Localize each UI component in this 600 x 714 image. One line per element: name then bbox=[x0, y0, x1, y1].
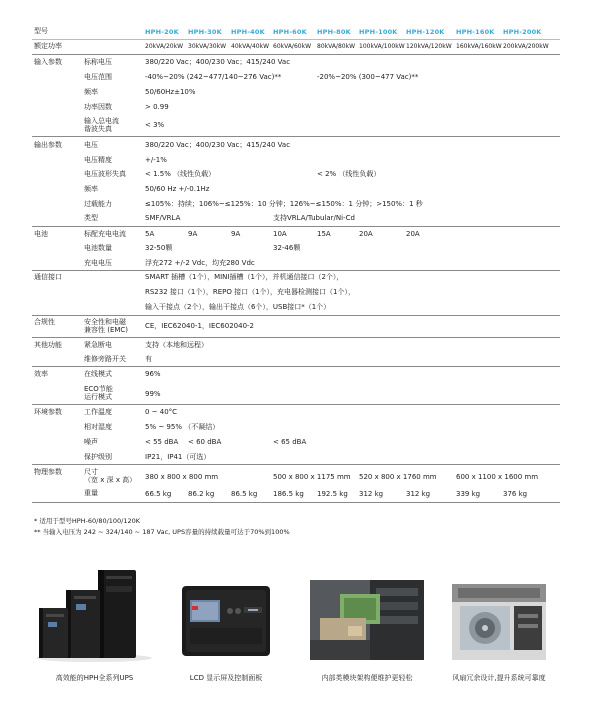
model-header: HPH-20K bbox=[145, 28, 179, 36]
rating-cell: 100kVA/100kW bbox=[359, 43, 405, 50]
row-label: 噪声 bbox=[84, 438, 98, 446]
photo-caption: 风扇冗余设计,提升系统可靠度 bbox=[452, 674, 546, 682]
output-voltage: 380/220 Vac；400/230 Vac；415/240 Vac bbox=[145, 141, 291, 149]
rating-cell: 80kVA/80kW bbox=[317, 43, 355, 50]
weight-cell: 86.2 kg bbox=[188, 490, 215, 498]
input-range-b: -20%~20% (300~477 Vac)** bbox=[317, 73, 419, 81]
model-header: HPH-60K bbox=[273, 28, 307, 36]
dims-cell: 380 x 800 x 800 mm bbox=[145, 473, 219, 481]
model-label: 型号 bbox=[34, 27, 48, 35]
section-battery: 电池 bbox=[34, 230, 48, 238]
row-label: 安全性和电磁 兼容性 (EMC) bbox=[84, 318, 129, 334]
battery-current: 10A bbox=[273, 230, 287, 238]
section-compliance: 合规性 bbox=[34, 318, 55, 326]
weight-cell: 376 kg bbox=[503, 490, 528, 498]
output-type-a: SMF/VRLA bbox=[145, 214, 181, 222]
input-frequency: 50/60Hz±10% bbox=[145, 88, 196, 96]
rating-cell: 160kVA/160kW bbox=[456, 43, 502, 50]
output-type-b: 支持VRLA/Tubular/Ni-Cd bbox=[273, 214, 355, 222]
rating-cell: 30kVA/30kW bbox=[188, 43, 226, 50]
weight-cell: 66.5 kg bbox=[145, 490, 172, 498]
env-noise-c: < 65 dBA bbox=[273, 438, 307, 446]
battery-current: 20A bbox=[406, 230, 420, 238]
row-label: 功率因数 bbox=[84, 103, 112, 111]
efficiency-eco: 99% bbox=[145, 390, 161, 398]
efficiency-online: 96% bbox=[145, 370, 161, 378]
row-label: 充电电压 bbox=[84, 259, 112, 267]
battery-current: 20A bbox=[359, 230, 373, 238]
rating-cell: 20kVA/20kW bbox=[145, 43, 183, 50]
weight-cell: 339 kg bbox=[456, 490, 481, 498]
comm-line: RS232 接口（1个），REPO 接口（1个），充电器检测接口（1个）， bbox=[145, 288, 355, 296]
section-comm: 通信接口 bbox=[34, 273, 62, 281]
comm-line: 输入干接点（2个），输出干接点（6个），USB接口*（1个） bbox=[145, 303, 331, 311]
env-humidity: 5% ~ 95% （不凝结） bbox=[145, 423, 220, 431]
output-overload: ≤105%：持续；106%~≤125%：10 分钟；126%~≤150%：1 分钟；>150%：1 秒 bbox=[145, 200, 423, 208]
row-label: 频率 bbox=[84, 185, 98, 193]
battery-current: 9A bbox=[188, 230, 198, 238]
battery-voltage: 浮充272 +/-2 Vdc，均充280 Vdc bbox=[145, 259, 255, 267]
battery-current: 5A bbox=[145, 230, 155, 238]
row-label: 工作温度 bbox=[84, 408, 112, 416]
row-label: 电池数量 bbox=[84, 244, 112, 252]
row-label: 过载能力 bbox=[84, 200, 112, 208]
weight-cell: 192.5 kg bbox=[317, 490, 348, 498]
internal-modules-image bbox=[310, 580, 424, 660]
row-label: 类型 bbox=[84, 214, 98, 222]
row-label: ECO节能 运行模式 bbox=[84, 385, 113, 401]
dims-cell: 520 x 800 x 1760 mm bbox=[359, 473, 437, 481]
rating-cell: 60kVA/60kW bbox=[273, 43, 311, 50]
row-label: 维修旁路开关 bbox=[84, 355, 126, 363]
fan-redundancy-image bbox=[452, 584, 546, 660]
model-header: HPH-30K bbox=[188, 28, 222, 36]
photo-caption: 高效能的HPH全系列UPS bbox=[55, 674, 134, 682]
row-label: 电压波形失真 bbox=[84, 170, 126, 178]
row-label: 紧急断电 bbox=[84, 341, 112, 349]
row-label: 重量 bbox=[84, 489, 98, 497]
weight-cell: 186.5 kg bbox=[273, 490, 304, 498]
photo-caption: 内部类模块架构便维护更轻松 bbox=[321, 674, 413, 682]
photo-caption: LCD 显示屏及控制面板 bbox=[189, 674, 263, 682]
env-noise-a: < 55 dBA bbox=[145, 438, 179, 446]
env-protection: IP21，IP41（可选） bbox=[145, 453, 211, 461]
row-label: 输入总电流 谐波失真 bbox=[84, 117, 119, 133]
model-header: HPH-200K bbox=[503, 28, 542, 36]
battery-count-b: 32-46颗 bbox=[273, 244, 301, 252]
weight-cell: 312 kg bbox=[406, 490, 431, 498]
section-physical: 物理参数 bbox=[34, 468, 62, 476]
section-other: 其他功能 bbox=[34, 341, 62, 349]
bypass-value: 有 bbox=[145, 355, 152, 363]
model-header: HPH-120K bbox=[406, 28, 445, 36]
ups-cabinets-image bbox=[32, 562, 157, 662]
battery-current: 15A bbox=[317, 230, 331, 238]
rating-cell: 120kVA/120kW bbox=[406, 43, 452, 50]
output-thd-a: < 1.5% （线性负载） bbox=[145, 170, 216, 178]
row-label: 频率 bbox=[84, 88, 98, 96]
weight-cell: 86.5 kg bbox=[231, 490, 258, 498]
input-range-a: -40%~20% (242~477/140~276 Vac)** bbox=[145, 73, 282, 81]
input-thd: < 3% bbox=[145, 121, 165, 129]
input-nominal-voltage: 380/220 Vac；400/230 Vac；415/240 Vac bbox=[145, 58, 291, 66]
battery-current: 9A bbox=[231, 230, 241, 238]
env-temp: 0 ~ 40°C bbox=[145, 408, 178, 416]
rated-power-label: 额定功率 bbox=[34, 42, 62, 50]
rating-cell: 200kVA/200kW bbox=[503, 43, 549, 50]
lcd-panel-image bbox=[178, 580, 274, 660]
model-header: HPH-100K bbox=[359, 28, 398, 36]
dims-cell: 600 x 1100 x 1600 mm bbox=[456, 473, 539, 481]
row-label: 在线模式 bbox=[84, 370, 112, 378]
row-label: 尺寸 （宽 x 深 x 高） bbox=[84, 468, 137, 484]
row-label: 保护级别 bbox=[84, 453, 112, 461]
row-label: 电压精度 bbox=[84, 156, 112, 164]
env-noise-b: < 60 dBA bbox=[188, 438, 222, 446]
battery-count-a: 32-50颗 bbox=[145, 244, 173, 252]
output-thd-b: < 2% （线性负载） bbox=[317, 170, 381, 178]
input-pf: > 0.99 bbox=[145, 103, 169, 111]
model-header: HPH-160K bbox=[456, 28, 495, 36]
comm-line: SMART 插槽（1个），MINI插槽（1个），并机通信接口（2个）， bbox=[145, 273, 344, 281]
row-label: 标配充电电流 bbox=[84, 230, 126, 238]
output-frequency: 50/60 Hz +/-0.1Hz bbox=[145, 185, 210, 193]
footnote: ** 当输入电压为 242 ~ 324/140 ~ 187 Vac, UPS容量的持续载量可达于70%到100% bbox=[34, 528, 290, 536]
section-input: 输入参数 bbox=[34, 58, 62, 66]
model-header: HPH-40K bbox=[231, 28, 265, 36]
weight-cell: 312 kg bbox=[359, 490, 384, 498]
dims-cell: 500 x 800 x 1175 mm bbox=[273, 473, 351, 481]
model-header: HPH-80K bbox=[317, 28, 351, 36]
row-label: 电压范围 bbox=[84, 73, 112, 81]
output-accuracy: +/-1% bbox=[145, 156, 167, 164]
section-environment: 环境参数 bbox=[34, 408, 62, 416]
rating-cell: 40kVA/40kW bbox=[231, 43, 269, 50]
section-efficiency: 效率 bbox=[34, 370, 48, 378]
row-label: 标称电压 bbox=[84, 58, 112, 66]
footnote: * 适用于型号HPH-60/80/100/120K bbox=[34, 517, 141, 525]
row-label: 电压 bbox=[84, 141, 98, 149]
epo-value: 支持（本地和远程） bbox=[145, 341, 208, 349]
section-output: 输出参数 bbox=[34, 141, 62, 149]
compliance-value: CE，IEC62040-1，IEC602040-2 bbox=[145, 322, 255, 330]
row-label: 相对湿度 bbox=[84, 423, 112, 431]
